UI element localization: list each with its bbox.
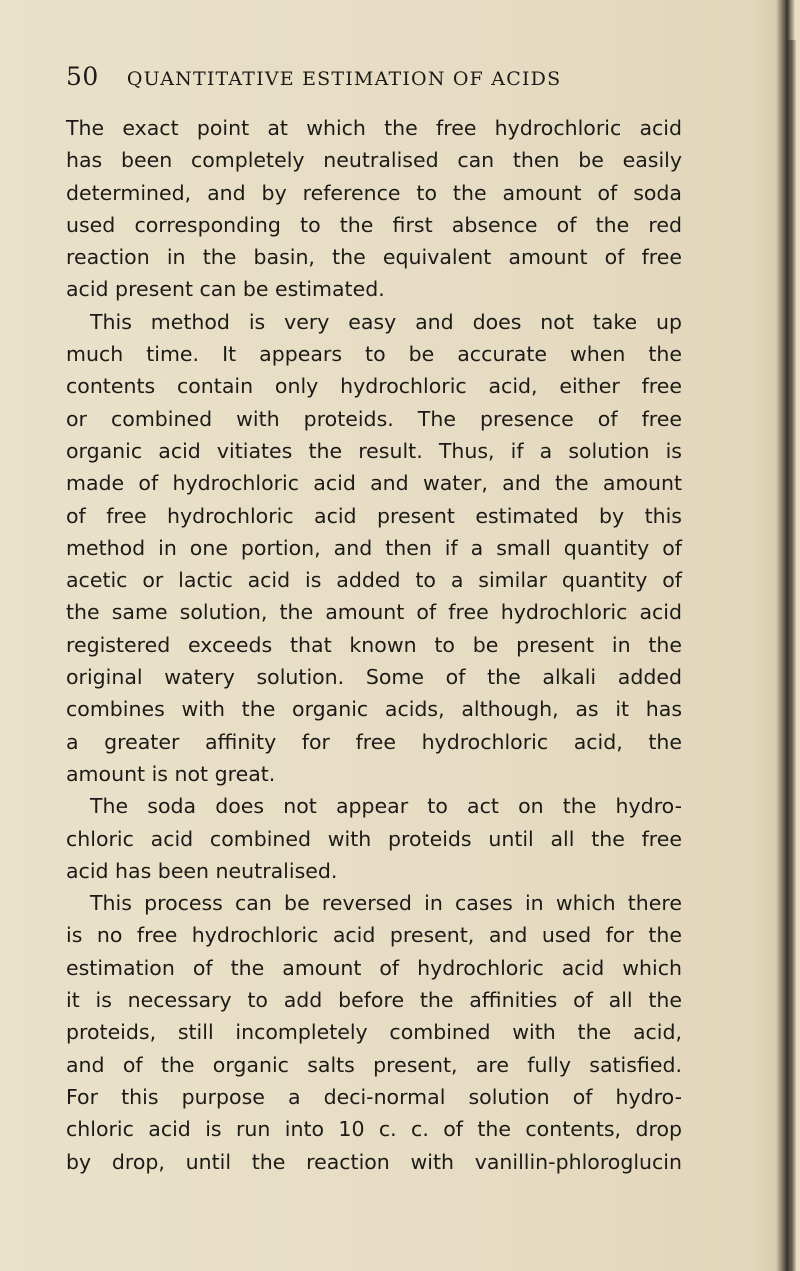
text-line: has been completely neutralised can then be easily bbox=[66, 148, 682, 173]
text-line: it is necessary to add before the affinities of all the bbox=[66, 988, 682, 1013]
text-line: and of the organic salts present, are fully satisfied. bbox=[66, 1052, 682, 1077]
text-line: acid present can be estimated. bbox=[66, 277, 385, 302]
text-line: is no free hydrochloric acid present, and used for the bbox=[66, 923, 682, 948]
text-line: or combined with proteids. The presence of free bbox=[66, 406, 682, 431]
text-line: estimation of the amount of hydrochloric acid which bbox=[66, 955, 682, 980]
text-line: by drop, until the reaction with vanillin-phloroglucin bbox=[66, 1149, 682, 1174]
text-line: chloric acid is run into 10 c. c. of the contents, drop bbox=[66, 1117, 682, 1142]
text-line: original watery solution. Some of the alkali added bbox=[66, 665, 682, 690]
text-line: acid has been neutralised. bbox=[66, 858, 338, 883]
text-line: registered exceeds that known to be present in the bbox=[66, 632, 682, 657]
text-line: of free hydrochloric acid present estimated by this bbox=[66, 503, 682, 528]
text-line: the same solution, the amount of free hydrochloric acid bbox=[66, 600, 682, 625]
text-line: For this purpose a deci-normal solution of hydro- bbox=[66, 1084, 682, 1109]
running-head bbox=[66, 62, 726, 96]
text-line: chloric acid combined with proteids until all the free bbox=[66, 826, 682, 851]
text-line: combines with the organic acids, although, as it has bbox=[66, 697, 682, 722]
text-line: contents contain only hydrochloric acid, either free bbox=[66, 374, 682, 399]
text-line: determined, and by reference to the amount of soda bbox=[66, 180, 682, 205]
page-number: 50 bbox=[66, 62, 99, 91]
running-head-title: QUANTITATIVE ESTIMATION OF ACIDS bbox=[126, 68, 562, 90]
text-line: made of hydrochloric acid and water, and the amount bbox=[66, 471, 682, 496]
text-line: amount is not great. bbox=[66, 761, 276, 786]
text-line: method in one portion, and then if a small quantity of bbox=[66, 535, 682, 560]
text-line: reaction in the basin, the equivalent amount of free bbox=[66, 245, 682, 270]
text-line: organic acid vitiates the result. Thus, if a solution is bbox=[66, 438, 682, 463]
text-line: proteids, still incompletely combined with the acid, bbox=[66, 1020, 682, 1045]
text-line: This process can be reversed in cases in which there bbox=[90, 891, 682, 916]
page-edge-shadow bbox=[786, 40, 796, 1271]
text-line: a greater affinity for free hydrochloric acid, the bbox=[66, 729, 682, 754]
text-line: much time. It appears to be accurate when the bbox=[66, 342, 682, 367]
text-line: acetic or lactic acid is added to a similar quantity of bbox=[66, 568, 682, 593]
body-text bbox=[66, 112, 682, 1178]
text-line: The soda does not appear to act on the hydro- bbox=[90, 794, 682, 819]
text-line: The exact point at which the free hydrochloric acid bbox=[66, 116, 682, 140]
text-line: This method is very easy and does not take up bbox=[90, 309, 682, 334]
text-line: used corresponding to the first absence of the red bbox=[66, 212, 682, 237]
